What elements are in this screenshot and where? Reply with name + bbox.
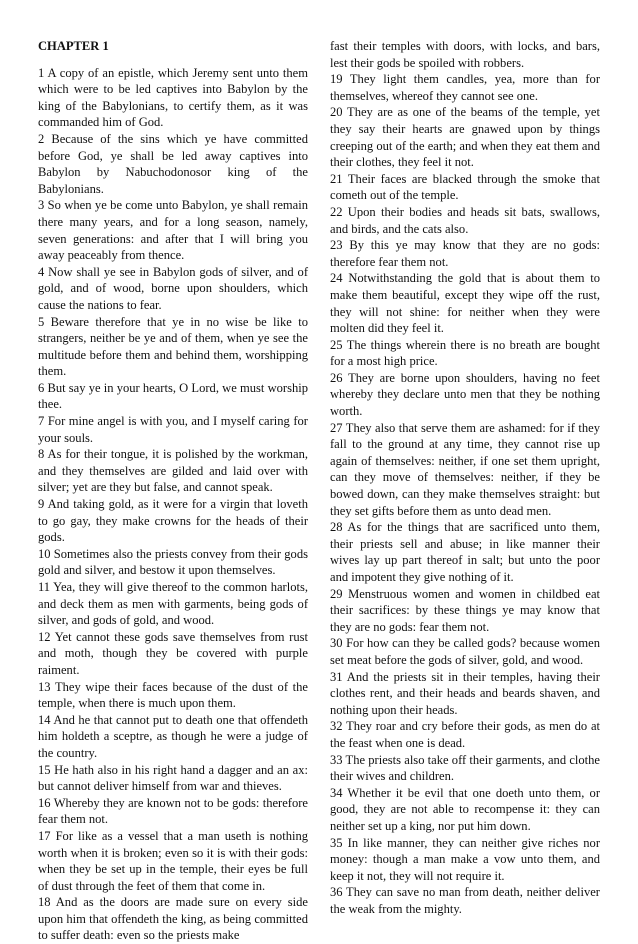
- verse-paragraph: 32 They roar and cry before their gods, as men do at the feast when one is dead.: [330, 719, 600, 750]
- verse-paragraph: 8 As for their tongue, it is polished by the workman, and they themselves are gilded and laid over with silver; yet are they but false, and cannot speak.: [38, 447, 308, 495]
- verse-paragraph: fast their temples with doors, with locks, and bars, lest their gods be spoiled with robbers.: [330, 39, 600, 70]
- verse-paragraph: 17 For like as a vessel that a man useth is nothing worth when it is broken; even so it is with their gods: when they be set up in the temple, their eyes be full of dust through the feet of them that come in.: [38, 828, 308, 893]
- verse-paragraph: 7 For mine angel is with you, and I myself caring for your souls.: [38, 414, 308, 445]
- right-verse-list: [330, 38, 600, 917]
- document-page: [38, 38, 600, 943]
- verse-paragraph: 3 So when ye be come unto Babylon, ye shall remain there many years, and for a long season, namely, seven generations: and after that I will bring you away peaceably from thence.: [38, 198, 308, 263]
- verse-paragraph: 5 Beware therefore that ye in no wise be like to strangers, neither be ye and of them, when ye see the multitude before them and behind them, worshipping them.: [38, 314, 308, 379]
- verse-paragraph: 11 Yea, they will give thereof to the common harlots, and deck them as men with garments, being gods of silver, and gods of gold, and wood.: [38, 580, 308, 628]
- verse-paragraph: 25 The things wherein there is no breath are bought for a most high price.: [330, 337, 600, 369]
- verse-paragraph: 29 Menstruous women and women in childbed eat their sacrifices: by these things ye may know that they are no gods: fear them not.: [330, 586, 600, 634]
- left-column: [38, 38, 308, 944]
- left-verse-list: [38, 65, 308, 944]
- verse-paragraph: 24 Notwithstanding the gold that is about them to make them beautiful, except they wipe off the rust, they will not shine: for neither when they were molten did they feel it.: [330, 271, 600, 336]
- verse-paragraph: 19 They light them candles, yea, more than for themselves, whereof they cannot see one.: [330, 72, 600, 103]
- verse-paragraph: 2 Because of the sins which ye have committed before God, ye shall be led away captives into Babylon by Nabuchodonosor king of the Babylonians.: [38, 131, 308, 196]
- verse-paragraph: 16 Whereby they are known not to be gods: therefore fear them not.: [38, 795, 308, 827]
- verse-paragraph: 18 And as the doors are made sure on every side upon him that offendeth the king, as being committed to suffer death: even so the priests make: [38, 895, 308, 943]
- verse-paragraph: 14 And he that cannot put to death one that offendeth him holdeth a sceptre, as though he were a judge of the country.: [38, 712, 308, 760]
- verse-paragraph: 22 Upon their bodies and heads sit bats, swallows, and birds, and the cats also.: [330, 204, 600, 236]
- verse-paragraph: 9 And taking gold, as it were for a virgin that loveth to go gay, they make crowns for the heads of their gods.: [38, 497, 308, 545]
- verse-paragraph: 4 Now shall ye see in Babylon gods of silver, and of gold, and of wood, borne upon shoulders, which cause the nations to fear.: [38, 264, 308, 312]
- verse-paragraph: 34 Whether it be evil that one doeth unto them, or good, they are not able to recompense it: they can neither set up a king, nor put him down.: [330, 785, 600, 833]
- verse-paragraph: 13 They wipe their faces because of the dust of the temple, when there is much upon them.: [38, 679, 308, 711]
- verse-paragraph: 1 A copy of an epistle, which Jeremy sent unto them which were to be led captives into Babylon by the king of the Babylonians, to certify them, as it was commanded him of God.: [38, 65, 308, 130]
- verse-paragraph: 23 By this ye may know that they are no gods: therefore fear them not.: [330, 238, 600, 269]
- verse-paragraph: 20 They are as one of the beams of the temple, yet they say their hearts are gnawed upon by things creeping out of the earth; and when they eat them and their clothes, they feel it not.: [330, 105, 600, 170]
- verse-paragraph: 15 He hath also in his right hand a dagger and an ax: but cannot deliver himself from war and thieves.: [38, 762, 308, 794]
- verse-paragraph: 21 Their faces are blacked through the smoke that cometh out of the temple.: [330, 171, 600, 203]
- verse-paragraph: 28 As for the things that are sacrificed unto them, their priests sell and abuse; in like manner their wives lay up part thereof in salt; but unto the poor and impotent they give nothing of it.: [330, 520, 600, 584]
- verse-paragraph: 26 They are borne upon shoulders, having no feet whereby they declare unto men that they be nothing worth.: [330, 370, 600, 419]
- verse-paragraph: 31 And the priests sit in their temples, having their clothes rent, and their heads and beards shaven, and nothing upon their heads.: [330, 669, 600, 717]
- verse-paragraph: 12 Yet cannot these gods save themselves from rust and moth, though they be covered with purple raiment.: [38, 629, 308, 677]
- verse-paragraph: 10 Sometimes also the priests convey from their gods gold and silver, and bestow it upon themselves.: [38, 546, 308, 578]
- verse-paragraph: 33 The priests also take off their garments, and clothe their wives and children.: [330, 752, 600, 784]
- verse-paragraph: 30 For how can they be called gods? because women set meat before the gods of silver, gold, and wood.: [330, 636, 600, 667]
- verse-paragraph: 35 In like manner, they can neither give riches nor money: though a man make a vow unto them, and keep it not, they will not require it.: [330, 835, 600, 883]
- verse-paragraph: 6 But say ye in your hearts, O Lord, we must worship thee.: [38, 380, 308, 412]
- right-column: [330, 38, 600, 917]
- verse-paragraph: 27 They also that serve them are ashamed: for if they fall to the ground at any time, they cannot rise up again of themselves: neither, if one set them upright, can they move of themselves: neither, if they be bowed down, can they make themselves straight: but they set gifts before them as unto dead men.: [330, 420, 600, 518]
- verse-paragraph: 36 They can save no man from death, neither deliver the weak from the mighty.: [330, 885, 600, 916]
- chapter-heading: CHAPTER 1: [38, 39, 109, 53]
